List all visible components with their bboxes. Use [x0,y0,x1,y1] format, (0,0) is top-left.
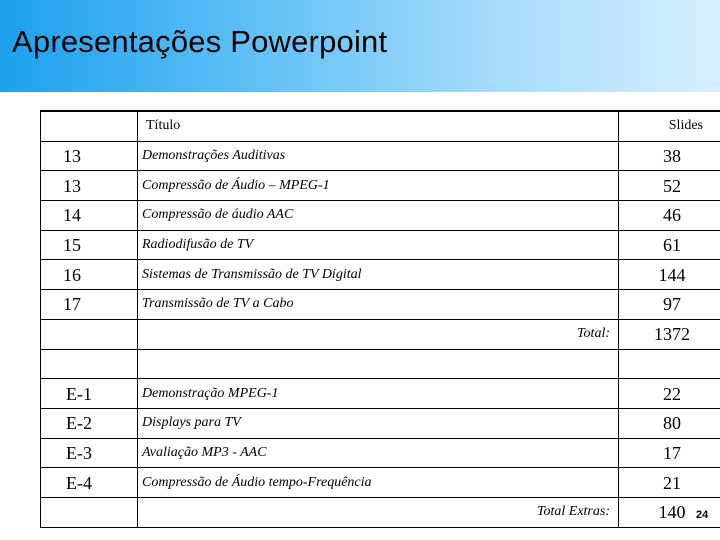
extra-number: E-2 [41,408,138,438]
table-row [41,260,720,290]
empty-cell [41,349,138,379]
chapter-number: 14 [41,201,138,231]
extra-title: Displays para TV [138,408,619,438]
table-row [41,201,720,231]
slide-count: 61 [619,230,720,260]
page-number: 24 [696,509,709,521]
slide-count: 97 [619,290,720,320]
table-row [41,408,720,438]
total-row [41,319,720,349]
chapter-title: Radiodifusão de TV [138,230,619,260]
slides-table [40,110,720,528]
extra-number: E-4 [41,468,138,498]
table-row [41,230,720,260]
table-row [41,141,720,171]
chapter-title: Compressão de áudio AAC [138,201,619,231]
total-value: 1372 [619,319,720,349]
header-number-cell [41,111,138,141]
header-title-cell: Título [138,111,619,141]
slide-count: 22 [619,379,720,409]
table-row [41,379,720,409]
chapter-title: Demonstrações Auditivas [138,141,619,171]
empty-cell [41,319,138,349]
table-row [41,468,720,498]
extra-number: E-3 [41,438,138,468]
chapter-title: Compressão de Áudio – MPEG-1 [138,171,619,201]
chapter-number: 13 [41,141,138,171]
table-header-row [41,111,720,141]
chapter-number: 13 [41,171,138,201]
table-row [41,171,720,201]
slide-count: 80 [619,408,720,438]
slide-count: 144 [619,260,720,290]
slide-count: 46 [619,201,720,231]
slide-title: Apresentações Powerpoint [12,24,388,59]
table-row [41,438,720,468]
spacer-row [41,349,720,379]
empty-cell [41,497,138,527]
extra-number: E-1 [41,379,138,409]
total-extras-label: Total Extras: [138,497,619,527]
slide-count: 38 [619,141,720,171]
chapter-number: 15 [41,230,138,260]
extra-title: Avaliação MP3 - AAC [138,438,619,468]
empty-cell [619,349,720,379]
chapter-title: Transmissão de TV a Cabo [138,290,619,320]
chapter-title: Sistemas de Transmissão de TV Digital [138,260,619,290]
total-extras-row [41,497,720,527]
empty-cell [138,349,619,379]
extra-title: Demonstração MPEG-1 [138,379,619,409]
chapter-number: 16 [41,260,138,290]
slide-count: 52 [619,171,720,201]
chapter-number: 17 [41,290,138,320]
table-row [41,290,720,320]
total-label: Total: [138,319,619,349]
header-slides-cell: Slides [619,111,720,141]
title-bar [0,0,720,92]
total-extras-value: 140 [619,497,720,527]
slide-count: 21 [619,468,720,498]
slide-count: 17 [619,438,720,468]
extra-title: Compressão de Áudio tempo-Frequência [138,468,619,498]
